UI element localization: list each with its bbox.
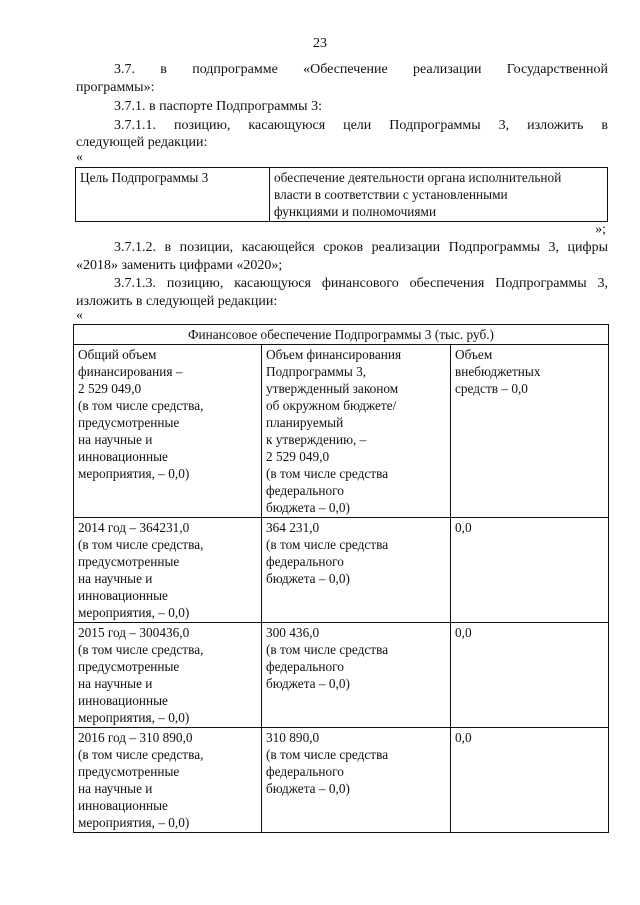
open-quote-2: « — [76, 308, 83, 323]
table-row — [74, 623, 609, 728]
table-row — [74, 728, 609, 833]
table-row — [76, 168, 608, 222]
total-funding-cell: Общий объем финансирования – 2 529 049,0 (в том числе средства, предусмотренные на научные и инновационные мероприятия, – 0,0) — [74, 345, 262, 518]
year-2016-cell: 2016 год – 310 890,0 (в том числе средства, предусмотренные на научные и инновационные мероприятия, – 0,0) — [74, 728, 262, 833]
extra-2016-cell: 0,0 — [451, 728, 609, 833]
item-3-7-1-3-line1: 3.7.1.3. позицию, касающуюся финансового обеспечения Подпрограммы 3, — [114, 276, 608, 291]
item-3-7-1-1-line1: 3.7.1.1. позицию, касающуюся цели Подпрограммы 3, изложить в — [114, 118, 608, 133]
extra-2015-cell: 0,0 — [451, 623, 609, 728]
goal-label-cell: Цель Подпрограммы 3 — [76, 168, 270, 222]
finance-table-title: Финансовое обеспечение Подпрограммы 3 (тыс. руб.) — [74, 325, 609, 345]
table-header-row — [74, 325, 609, 345]
table-row — [74, 345, 609, 518]
year-2015-cell: 2015 год – 300436,0 (в том числе средства, предусмотренные на научные и инновационные мероприятия, – 0,0) — [74, 623, 262, 728]
item-3-7-1-3-line2: изложить в следующей редакции: — [76, 294, 278, 309]
goal-value-cell: обеспечение деятельности органа исполнительной власти в соответствии с установленными функциями и полномочиями — [270, 168, 608, 222]
year-2014-cell: 2014 год – 364231,0 (в том числе средства, предусмотренные на научные и инновационные мероприятия, – 0,0) — [74, 518, 262, 623]
item-3-7-1-1-line2: следующей редакции: — [76, 135, 208, 150]
budget-funding-cell: Объем финансирования Подпрограммы 3, утвержденный законом об окружном бюджете/ планируемый к утверждению, – 2 529 049,0 (в том числе средства федерального бюджета – 0,0) — [262, 345, 451, 518]
extra-budget-cell: Объем внебюджетных средств – 0,0 — [451, 345, 609, 518]
goal-table — [75, 167, 608, 222]
open-quote-1: « — [76, 150, 83, 165]
item-3-7-1-2-line2: «2018» заменить цифрами «2020»; — [76, 258, 283, 273]
extra-2014-cell: 0,0 — [451, 518, 609, 623]
budget-2014-cell: 364 231,0 (в том числе средства федерального бюджета – 0,0) — [262, 518, 451, 623]
close-quote: »; — [595, 222, 606, 237]
table-row — [74, 518, 609, 623]
budget-2016-cell: 310 890,0 (в том числе средства федерального бюджета – 0,0) — [262, 728, 451, 833]
item-3-7-1: 3.7.1. в паспорте Подпрограммы 3: — [114, 99, 322, 114]
item-3-7-1-2-line1: 3.7.1.2. в позиции, касающейся сроков реализации Подпрограммы 3, цифры — [114, 240, 608, 255]
budget-2015-cell: 300 436,0 (в том числе средства федерального бюджета – 0,0) — [262, 623, 451, 728]
section-3-7-line2: программы»: — [76, 80, 155, 95]
finance-table — [73, 324, 609, 833]
section-3-7-line1: 3.7. в подпрограмме «Обеспечение реализации Государственной — [114, 62, 608, 77]
page-number: 23 — [313, 36, 327, 51]
